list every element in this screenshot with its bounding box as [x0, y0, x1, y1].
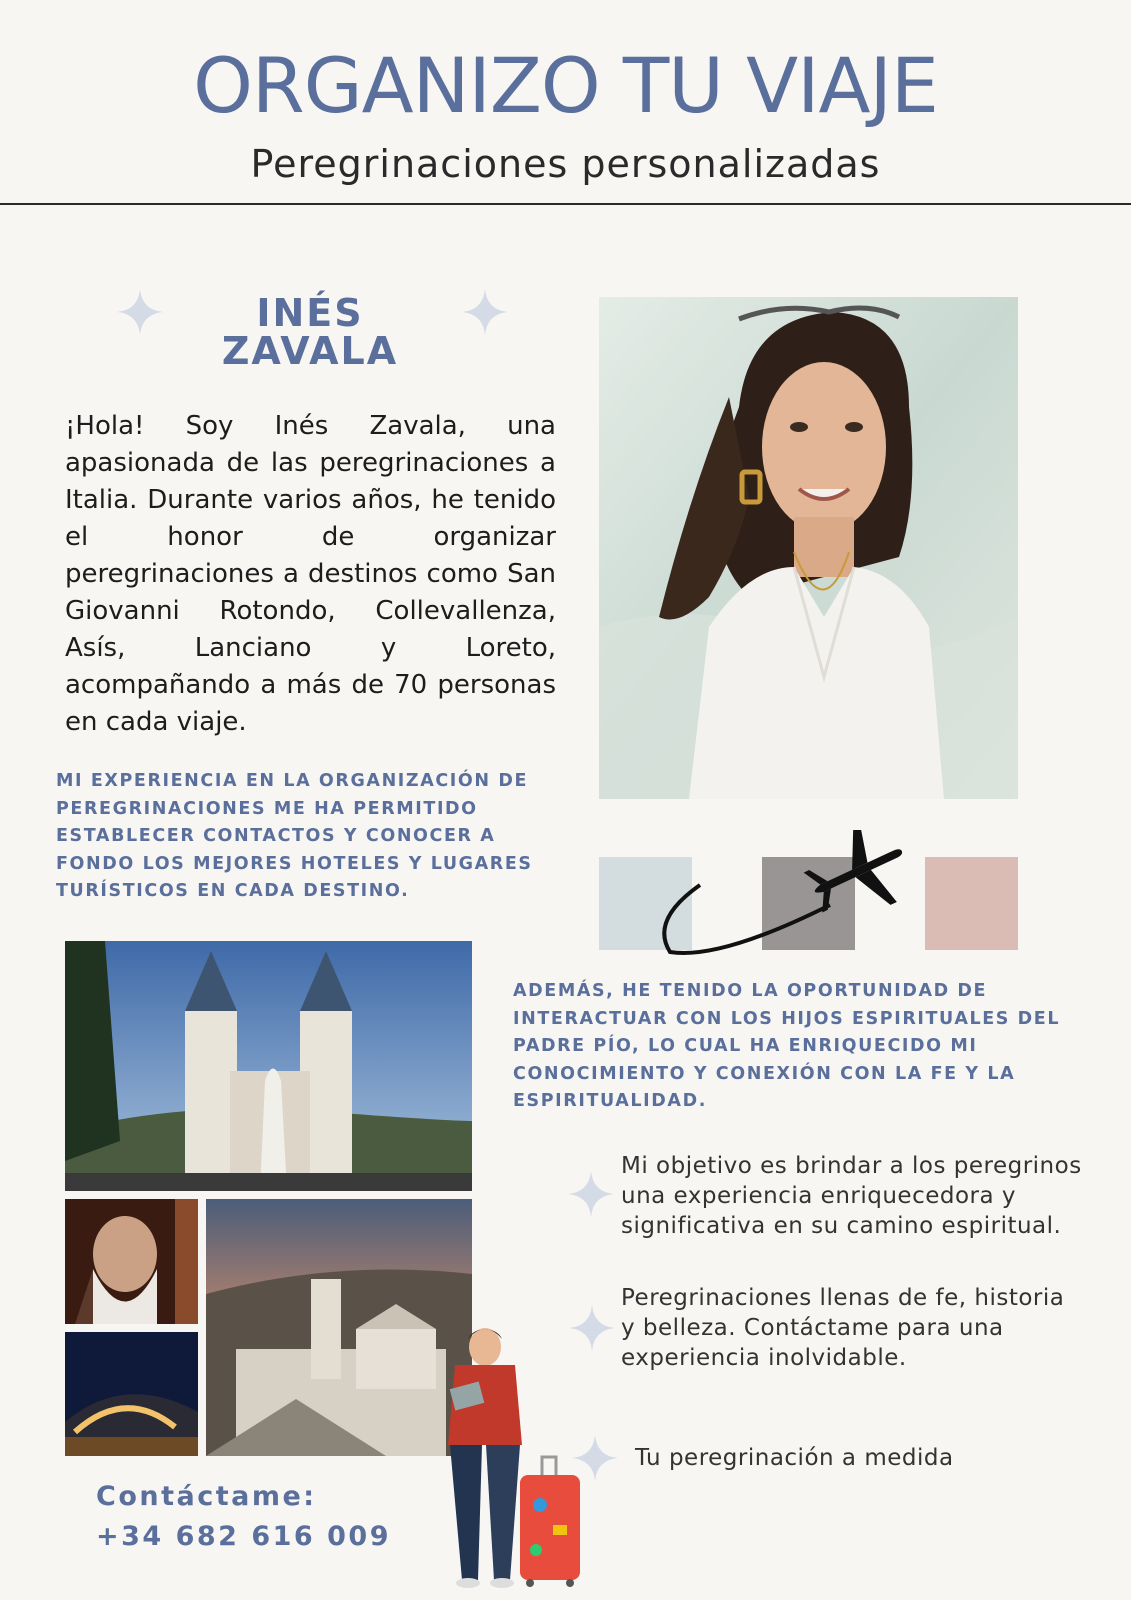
sparkle-icon [460, 287, 510, 337]
church-photo [65, 941, 472, 1191]
sparkle-icon [115, 287, 165, 337]
profile-name [170, 291, 450, 373]
sparkle-icon [566, 1169, 616, 1219]
header-divider [0, 203, 1131, 205]
night-church-photo [65, 1332, 198, 1456]
page-subtitle: Peregrinaciones personalizadas [250, 142, 881, 186]
assisi-photo [206, 1199, 472, 1456]
profile-name-last: ZAVALA [221, 329, 399, 373]
tagline-text: Tu peregrinación a medida [635, 1445, 954, 1471]
objective-text: Mi objetivo es brindar a los peregrinos una experiencia enriquecedora y significativa en su camino espiritual. [621, 1153, 1082, 1239]
contact-phone[interactable]: +34 682 616 009 [96, 1521, 391, 1552]
experience-statement: MI EXPERIENCIA EN LA ORGANIZACIÓN DE PEREGRINACIONES ME HA PERMITIDO ESTABLECER CONTACTOS Y CONOCER A FONDO LOS MEJORES HOTELES Y LUGARES TURÍSTICOS EN CADA DESTINO. [56, 771, 533, 901]
pilgrimage-offer-text: Peregrinaciones llenas de fe, historia y belleza. Contáctame para una experiencia inolvidable. [621, 1285, 1065, 1371]
spiritual-connection-statement: ADEMÁS, HE TENIDO LA OPORTUNIDAD DE INTERACTUAR CON LOS HIJOS ESPIRITUALES DEL PADRE PÍO, LO CUAL HA ENRIQUECIDO MI CONOCIMIENTO Y CONEXIÓN CON LA FE Y LA ESPIRITUALIDAD. [513, 981, 1061, 1111]
contact-label: Contáctame: [96, 1481, 317, 1512]
airplane-icon [660, 830, 940, 960]
sparkle-icon [567, 1303, 617, 1353]
padre-pio-photo [65, 1199, 198, 1324]
page-title: ORGANIZO TU VIAJE [193, 41, 938, 130]
portrait-photo [599, 297, 1018, 799]
profile-name-first: INÉS [256, 291, 364, 335]
intro-paragraph: ¡Hola! Soy Inés Zavala, una apasionada de las peregrinaciones a Italia. Durante varios años, he tenido el honor de organizar peregrinaciones a destinos como San Giovanni Rotondo, Collevallenza, Asís, Lanciano y Loreto, acompañando a más de 70 personas en cada viaje. [65, 411, 556, 737]
sparkle-icon [570, 1433, 620, 1483]
